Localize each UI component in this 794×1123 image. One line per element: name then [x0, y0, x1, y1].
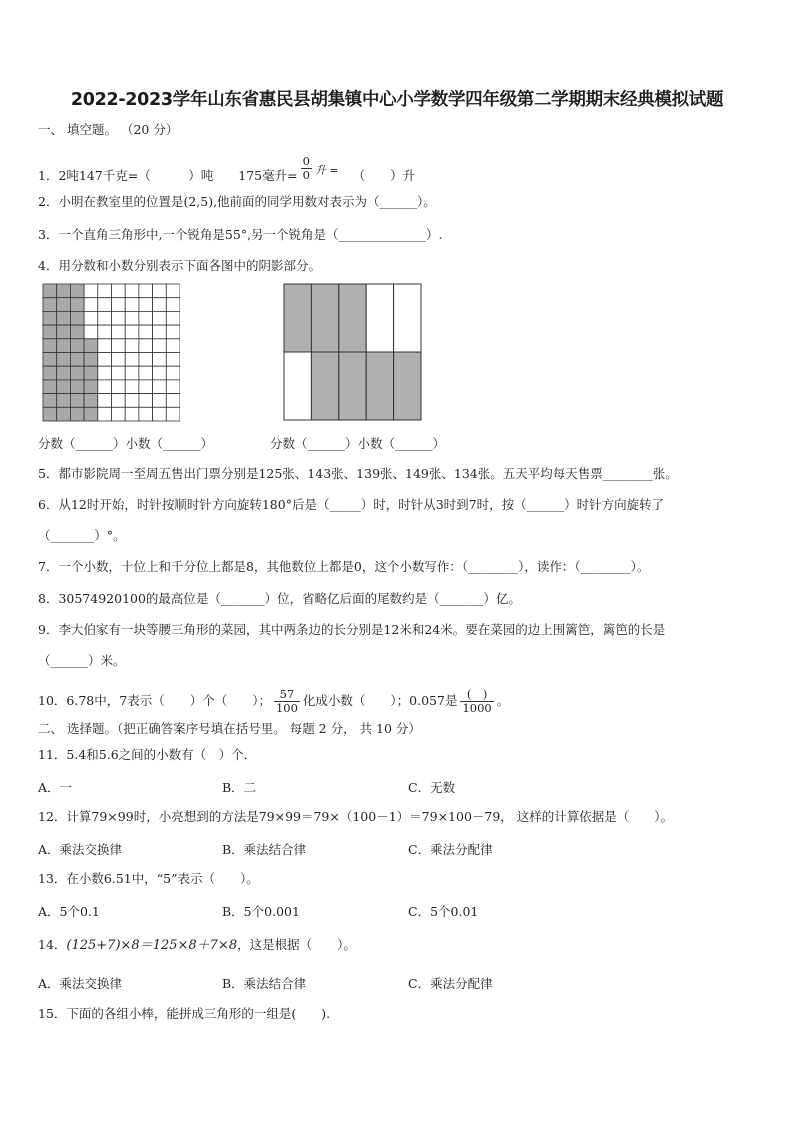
grid-cell-shaded	[43, 366, 57, 380]
grid-cell	[139, 394, 153, 408]
grid-cell	[98, 284, 112, 298]
question-10-fraction-2: $\frac{( )}{1000}$	[462, 687, 492, 715]
question-1	[38, 154, 416, 184]
grid-cell	[112, 325, 126, 339]
grid-cell	[125, 380, 139, 394]
grid-cell-shaded	[43, 325, 57, 339]
grid-cell	[112, 298, 126, 312]
grid-cell-shaded	[57, 353, 71, 367]
grid-cell	[125, 311, 139, 325]
question-13-option-c: C．5个0.01	[408, 904, 479, 919]
grid-cell	[153, 298, 167, 312]
section-2-heading: 二、 选择题。（把正确答案序号填在括号里。 每题 2 分， 共 10 分）	[38, 721, 421, 736]
grid-cell	[125, 407, 139, 421]
question-11-option-a: A．一	[38, 780, 73, 795]
grid-cell	[166, 284, 180, 298]
question-12-option-a: A．乘法交换律	[38, 842, 123, 857]
question-2: 2．小明在教室里的位置是(2,5),他前面的同学用数对表示为（______）。	[38, 194, 436, 209]
grid-cell	[98, 325, 112, 339]
question-1-right: （ ）升	[352, 168, 416, 183]
page-title: 2022-2023学年山东省惠民县胡集镇中心小学数学四年级第二学期期末经典模拟试题	[70, 90, 724, 110]
question-9-line-1: 9．李大伯家有一块等腰三角形的菜园，其中两条边的长分别是12米和24米。要在菜园的边上围篱笆，篱笆的长是	[38, 622, 666, 637]
question-11-option-b: B．二	[222, 780, 257, 795]
bar-cell-shaded	[339, 352, 366, 420]
grid-cell-shaded	[84, 407, 98, 421]
grid-cell-shaded	[70, 380, 84, 394]
question-12: 12．计算79×99时，小亮想到的方法是79×99＝79×（100－1）＝79×100－79， 这样的计算依据是（ ）。	[38, 809, 674, 824]
grid-cell	[84, 311, 98, 325]
question-6-line-2: （_______）°。	[38, 528, 126, 543]
question-10	[38, 688, 509, 715]
question-11: 11．5.4和5.6之间的小数有（ ）个．	[38, 747, 257, 762]
grid-cell	[112, 339, 126, 353]
bar-cell-shaded	[311, 284, 338, 352]
grid-cell-shaded	[57, 298, 71, 312]
grid-cell	[125, 284, 139, 298]
grid-cell	[112, 366, 126, 380]
bar-grid-figure	[283, 283, 423, 423]
question-14-number: 14．	[38, 937, 67, 952]
grid-cell	[98, 298, 112, 312]
grid-cell	[98, 353, 112, 367]
grid-cell	[112, 394, 126, 408]
hundred-grid-figure	[42, 283, 180, 423]
question-7: 7．一个小数，十位上和千分位上都是8，其他数位上都是0，这个小数写作：（________），读作：（________）。	[38, 559, 650, 574]
grid-cell	[166, 325, 180, 339]
grid-cell-shaded	[57, 407, 71, 421]
grid-cell	[153, 325, 167, 339]
grid-cell	[125, 298, 139, 312]
grid-cell-shaded	[57, 380, 71, 394]
grid-cell	[139, 407, 153, 421]
grid-cell	[139, 284, 153, 298]
grid-cell	[139, 298, 153, 312]
grid-cell-shaded	[43, 298, 57, 312]
grid-cell-shaded	[57, 366, 71, 380]
bar-cell-shaded	[339, 284, 366, 352]
grid-cell	[98, 394, 112, 408]
grid-cell	[139, 353, 153, 367]
grid-cell-shaded	[43, 353, 57, 367]
grid-cell	[166, 407, 180, 421]
question-13-option-b: B．5个0.001	[222, 904, 300, 919]
grid-cell-shaded	[70, 339, 84, 353]
question-4-answer-left: 分数（______）小数（______）	[38, 436, 214, 451]
grid-cell	[153, 311, 167, 325]
question-14-expression: (125+7)×8＝125×8＋7×8	[66, 938, 238, 953]
question-14-option-b: B．乘法结合律	[222, 976, 307, 991]
grid-cell	[166, 366, 180, 380]
grid-cell	[153, 380, 167, 394]
grid-cell-shaded	[57, 394, 71, 408]
grid-cell	[125, 394, 139, 408]
grid-cell	[98, 366, 112, 380]
grid-cell-shaded	[57, 325, 71, 339]
grid-cell	[139, 325, 153, 339]
grid-cell	[139, 311, 153, 325]
grid-cell	[166, 298, 180, 312]
grid-cell	[166, 339, 180, 353]
grid-cell	[112, 380, 126, 394]
grid-cell	[153, 407, 167, 421]
grid-cell-shaded	[84, 339, 98, 353]
grid-cell	[153, 353, 167, 367]
grid-cell	[166, 311, 180, 325]
grid-cell	[98, 339, 112, 353]
question-10-fraction-1: $\frac{57}{100}$	[275, 687, 298, 715]
grid-cell	[84, 325, 98, 339]
bar-cell-shaded	[394, 352, 421, 420]
grid-cell	[166, 353, 180, 367]
grid-cell-shaded	[57, 284, 71, 298]
grid-cell	[139, 339, 153, 353]
question-8: 8．30574920100的最高位是（_______）位，省略亿后面的尾数约是（_______）亿。	[38, 591, 521, 606]
grid-cell-shaded	[70, 353, 84, 367]
question-14-tail: ，这是根据（ ）。	[237, 937, 356, 952]
grid-cell-shaded	[70, 366, 84, 380]
question-15: 15．下面的各组小棒，能拼成三角形的一组是( ).	[38, 1006, 331, 1021]
question-10-part-2: 化成小数（ ）；0.057是	[302, 693, 458, 708]
grid-cell	[139, 380, 153, 394]
grid-cell	[112, 407, 126, 421]
question-14	[38, 937, 356, 954]
question-10-part-3: 。	[496, 693, 510, 708]
question-13: 13．在小数6.51中，“5”表示（ ）。	[38, 871, 259, 886]
question-1-fraction-tail: 升 =	[314, 164, 339, 177]
grid-cell-shaded	[84, 380, 98, 394]
grid-cell-shaded	[43, 339, 57, 353]
grid-cell-shaded	[70, 311, 84, 325]
question-10-part-1: 10．6.78中，7表示（ ）个（ ）；	[38, 693, 271, 708]
grid-cell-shaded	[84, 394, 98, 408]
grid-cell	[112, 353, 126, 367]
grid-cell-shaded	[43, 311, 57, 325]
grid-cell-shaded	[43, 380, 57, 394]
grid-cell	[153, 284, 167, 298]
question-3: 3．一个直角三角形中,一个锐角是55°,另一个锐角是（______________）.	[38, 227, 443, 242]
question-1-left: 1．2吨147千克=（ ）吨 175毫升=	[38, 168, 298, 183]
grid-cell-shaded	[43, 407, 57, 421]
question-4: 4．用分数和小数分别表示下面各图中的阴影部分。	[38, 258, 321, 273]
grid-cell	[112, 284, 126, 298]
bar-cell-shaded	[366, 352, 393, 420]
grid-cell-shaded	[43, 284, 57, 298]
grid-cell	[166, 380, 180, 394]
bar-cell	[394, 284, 421, 352]
grid-cell	[125, 353, 139, 367]
grid-cell-shaded	[84, 353, 98, 367]
question-14-option-a: A．乘法交换律	[38, 976, 123, 991]
grid-cell-shaded	[70, 394, 84, 408]
grid-cell	[84, 284, 98, 298]
question-5: 5．都市影院周一至周五售出门票分别是125张、143张、139张、149张、134张。五天平均每天售票________张。	[38, 466, 678, 481]
bar-cell-shaded	[311, 352, 338, 420]
grid-cell	[139, 366, 153, 380]
grid-cell	[98, 311, 112, 325]
bar-cell-shaded	[284, 284, 311, 352]
grid-cell	[166, 394, 180, 408]
grid-cell-shaded	[70, 407, 84, 421]
grid-cell	[125, 366, 139, 380]
grid-cell-shaded	[43, 394, 57, 408]
grid-cell	[153, 339, 167, 353]
question-11-option-c: C．无数	[408, 780, 456, 795]
grid-cell-shaded	[70, 298, 84, 312]
grid-cell-shaded	[70, 325, 84, 339]
grid-cell	[125, 325, 139, 339]
grid-cell	[112, 311, 126, 325]
question-12-option-c: C．乘法分配律	[408, 842, 493, 857]
question-13-option-a: A．5个0.1	[38, 904, 100, 919]
question-14-option-c: C．乘法分配律	[408, 976, 493, 991]
question-9-line-2: （______）米。	[38, 653, 126, 668]
bar-cell	[284, 352, 311, 420]
bar-cell	[366, 284, 393, 352]
question-12-option-b: B．乘法结合律	[222, 842, 307, 857]
section-1-heading: 一、 填空题。 （20 分）	[38, 122, 179, 137]
grid-cell	[98, 407, 112, 421]
question-1-fraction: $\frac{0}{0}$	[302, 154, 310, 182]
grid-cell	[98, 380, 112, 394]
question-6-line-1: 6．从12时开始，时针按顺时针方向旋转180°后是（_____）时，时针从3时到7时，按（______）时针方向旋转了	[38, 497, 665, 512]
grid-cell-shaded	[57, 311, 71, 325]
question-4-answer-right: 分数（______）小数（______）	[270, 436, 446, 451]
grid-cell	[84, 298, 98, 312]
grid-cell	[153, 394, 167, 408]
grid-cell-shaded	[84, 366, 98, 380]
grid-cell	[153, 366, 167, 380]
grid-cell-shaded	[70, 284, 84, 298]
grid-cell-shaded	[57, 339, 71, 353]
grid-cell	[125, 339, 139, 353]
